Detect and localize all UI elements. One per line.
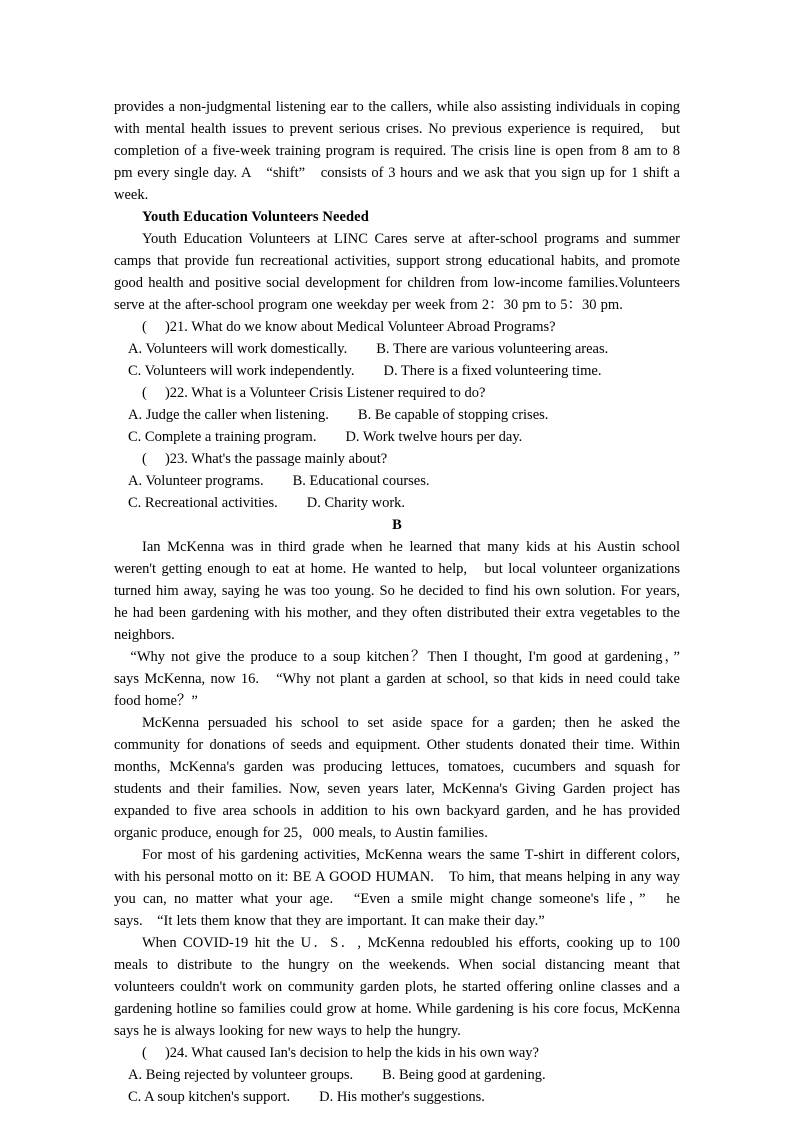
question-22-options-row-2[interactable]: C. Complete a training program. D. Work twelve hours per day. <box>128 429 523 445</box>
section-b-paragraph-5: When COVID‑19 hit the U．S．, McKenna redoubled his efforts, cooking up to 100 meals to distribute to the hungry on the weekends. When social distancing meant that volunteers couldn't work on community garden plots, he started offering online classes and a gardening hotline so families could grow at home. While gardening is his core focus, McKenna says he is always looking for new ways to help the hungry. <box>114 935 680 1039</box>
section-b-paragraph-3: McKenna persuaded his school to set aside space for a garden; then he asked the community for donations of seeds and equipment. Other students donated their time. Within months, McKenna's garden was producing lettuces, tomatoes, cucumbers and squash for students and their families. Now, seven years later, McKenna's Giving Garden project has expanded to five area schools in addition to his own backyard garden, and he has provided organic produce, enough for 25，000 meals, to Austin families. <box>114 715 680 841</box>
youth-education-paragraph: Youth Education Volunteers at LINC Cares serve at after‑school programs and summer camps that provide fun recreational activities, support strong educational habits, and promote good health and positive social development for children from low-income families.Volunteers serve at the after-school program one weekday per week from 2：30 pm to 5：30 pm. <box>114 231 680 313</box>
section-b-paragraph-2: “Why not give the produce to a soup kitchen？Then I thought, I'm good at gardening，” says McKenna, now 16. “Why not plant a garden at school, so that kids in need could take food home？” <box>114 649 695 709</box>
question-22-stem: ( )22. What is a Volunteer Crisis Listener required to do? <box>142 385 486 401</box>
section-b-paragraph-4: For most of his gardening activities, McKenna wears the same T‑shirt in different colors, with his personal motto on it: BE A GOOD HUMAN. To him, that means helping in any way you can, no matter what your age. “Even a smile might change someone's life，” he says. “It lets them know that they are important. It can make their day.” <box>114 847 680 929</box>
question-23-stem: ( )23. What's the passage mainly about? <box>142 451 388 467</box>
question-21-options-row-1[interactable]: A. Volunteers will work domestically. B. There are various volunteering areas. <box>128 341 609 357</box>
section-b-paragraph-1: Ian McKenna was in third grade when he learned that many kids at his Austin school weren't getting enough to eat at home. He wanted to help, but local volunteer organizations turned him away, saying he was too young. So he decided to find his own solution. For years, he had been gardening with his mother, and they often distributed their extra vegetables to the neighbors. <box>114 539 680 643</box>
youth-education-subheading: Youth Education Volunteers Needed <box>142 209 369 225</box>
question-23-options-row-2[interactable]: C. Recreational activities. D. Charity work. <box>128 495 406 511</box>
question-21-options-row-2[interactable]: C. Volunteers will work independently. D. There is a fixed volunteering time. <box>128 363 602 379</box>
question-22-options-row-1[interactable]: A. Judge the caller when listening. B. Be capable of stopping crises. <box>128 407 549 423</box>
question-24-stem: ( )24. What caused Ian's decision to help the kids in his own way? <box>142 1045 539 1061</box>
page-content <box>114 96 695 1108</box>
question-24-options-row-1[interactable]: A. Being rejected by volunteer groups. B. Being good at gardening. <box>128 1067 546 1083</box>
section-b-letter: B <box>392 517 402 533</box>
passage-a-continuation-paragraph: provides a non‑judgmental listening ear to the callers, while also assisting individuals in coping with mental health issues to prevent serious crises. No previous experience is required, but completion of a five‑week training program is required. The crisis line is open from 8 am to 8 pm every single day. A “shift” consists of 3 hours and we ask that you sign up for 1 shift a week. <box>114 99 680 203</box>
question-21-stem: ( )21. What do we know about Medical Volunteer Abroad Programs? <box>142 319 556 335</box>
question-24-options-row-2[interactable]: C. A soup kitchen's support. D. His mother's suggestions. <box>128 1089 485 1105</box>
question-23-options-row-1[interactable]: A. Volunteer programs. B. Educational courses. <box>128 473 430 489</box>
